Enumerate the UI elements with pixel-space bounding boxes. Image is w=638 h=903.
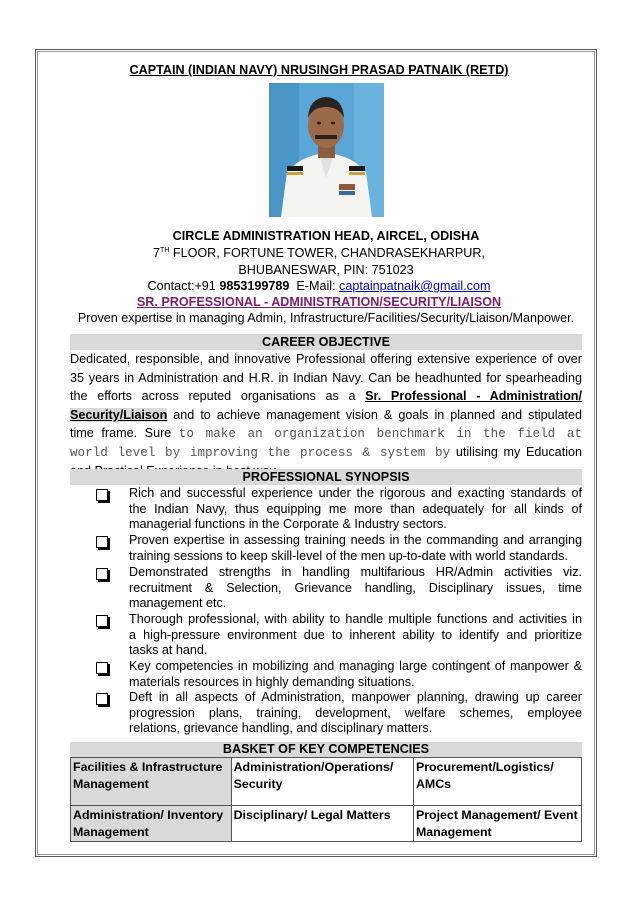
competency-cell: Administration/Operations/ Security — [231, 758, 413, 806]
email-link[interactable]: captainpatnaik@gmail.com — [339, 279, 491, 293]
synopsis-line: the Indian Navy, thus equipping me more than adequately for all kinds of — [129, 501, 582, 516]
competency-cell: Administration/ Inventory Management — [71, 806, 232, 842]
table-row — [71, 806, 582, 842]
profile-title: SR. PROFESSIONAL - ADMINISTRATION/SECURITY/LIAISON — [136, 295, 502, 309]
address-floor: 7 — [153, 246, 161, 260]
synopsis-line: tasks at hand. — [129, 643, 208, 658]
bullet-checkbox-icon — [96, 489, 108, 501]
address-line-2: BHUBANESWAR, PIN: 751023 — [238, 263, 414, 277]
career-mono-text: to make an organization benchmark in the field at — [178, 427, 582, 442]
competency-cell: Facilities & Infrastructure Management — [71, 758, 232, 806]
bullet-checkbox-icon — [96, 536, 108, 548]
synopsis-line: materials resources in highly demanding situations. — [129, 674, 415, 689]
career-line: 35 years in Administration and H.R. in Indian Navy. Can be headhunted for spearheading — [70, 370, 582, 385]
synopsis-line: relations, grievance handling, and disciplinary matters. — [129, 721, 433, 736]
career-objective-text — [70, 350, 582, 480]
synopsis-line: training sessions to keep skill-level of the men up-to-date with world standards. — [129, 548, 568, 563]
table-row — [71, 758, 582, 806]
synopsis-line: Deft in all aspects of Administration, manpower planning, drawing up career — [129, 690, 582, 704]
career-role-highlight: Sr. Professional - Administration/ — [365, 389, 582, 404]
career-line — [70, 443, 582, 462]
synopsis-item — [129, 533, 582, 564]
contact-phone[interactable]: 9853199789 — [219, 279, 290, 293]
career-text: and to achieve management vision & goals in planned and stipulated — [167, 407, 582, 422]
career-mono-text: world level by improving the process & system by — [70, 445, 451, 460]
career-line: Dedicated, responsible, and innovative Professional offering extensive experience of over — [70, 352, 582, 366]
competency-cell: Project Management/ Event Management — [413, 806, 581, 842]
synopsis-line: progression plans, training, development, welfare schemes, employee — [129, 705, 582, 720]
synopsis-item — [129, 690, 582, 737]
synopsis-item — [129, 659, 582, 690]
name-title: CAPTAIN (INDIAN NAVY) NRUSINGH PRASAD PATNAIK (RETD) — [129, 63, 509, 77]
address-line-1 — [0, 246, 638, 260]
synopsis-line: recruitment & Selection, Grievance handling, Disciplinary issues, time — [129, 580, 582, 595]
synopsis-line: Rich and successful experience under the rigorous and exacting standards of — [129, 486, 582, 500]
contact-prefix: Contact:+91 — [147, 279, 220, 293]
contact-line — [0, 279, 638, 293]
synopsis-item — [129, 486, 582, 533]
synopsis-line: Demonstrated strengths in handling multifarious HR/Admin activities viz. — [129, 565, 582, 579]
competencies-table — [70, 757, 582, 842]
synopsis-line: management etc. — [129, 596, 227, 611]
bullet-checkbox-icon — [96, 662, 108, 674]
career-objective-heading: CAREER OBJECTIVE — [70, 334, 582, 350]
synopsis-line: Proven expertise in assessing training needs in the commanding and arranging — [129, 533, 582, 547]
synopsis-line: Key competencies in mobilizing and managing large contingent of manpower & — [129, 659, 582, 673]
competency-cell: Disciplinary/ Legal Matters — [231, 806, 413, 842]
profile-photo — [269, 80, 384, 217]
competency-cell: Procurement/Logistics/ AMCs — [413, 758, 581, 806]
email-label: E-Mail: — [289, 279, 340, 293]
synopsis-line: managerial functions in the Corporate & Industry sectors. — [129, 517, 447, 532]
synopsis-line: Thorough professional, with ability to handle multiple functions and activities in — [129, 612, 582, 626]
synopsis-heading: PROFESSIONAL SYNOPSIS — [70, 469, 582, 485]
synopsis-line: a high-pressure environment due to inherent ability to identify and prioritize — [129, 627, 582, 642]
bullet-checkbox-icon — [96, 693, 108, 705]
synopsis-item — [129, 565, 582, 612]
career-role-highlight: Security/Liaison — [70, 407, 168, 422]
profile-summary: Proven expertise in managing Admin, Infrastructure/Facilities/Security/Liaison/Manpower. — [77, 311, 575, 325]
career-text: utilising my Education — [450, 444, 582, 459]
address-line-1-rest: FLOOR, FORTUNE TOWER, CHANDRASEKHARPUR, — [169, 246, 485, 260]
career-line — [70, 424, 582, 443]
career-text: time frame. Sure — [70, 426, 179, 441]
position-title: CIRCLE ADMINISTRATION HEAD, AIRCEL, ODISHA — [172, 229, 480, 243]
synopsis-item — [129, 612, 582, 659]
bullet-checkbox-icon — [96, 615, 108, 627]
bullet-checkbox-icon — [96, 568, 108, 580]
competencies-heading: BASKET OF KEY COMPETENCIES — [70, 742, 582, 757]
career-line — [70, 387, 582, 406]
address-floor-sup: TH — [160, 246, 170, 254]
career-line — [70, 406, 582, 425]
career-text: the efforts across reputed organisations as a — [70, 389, 366, 404]
